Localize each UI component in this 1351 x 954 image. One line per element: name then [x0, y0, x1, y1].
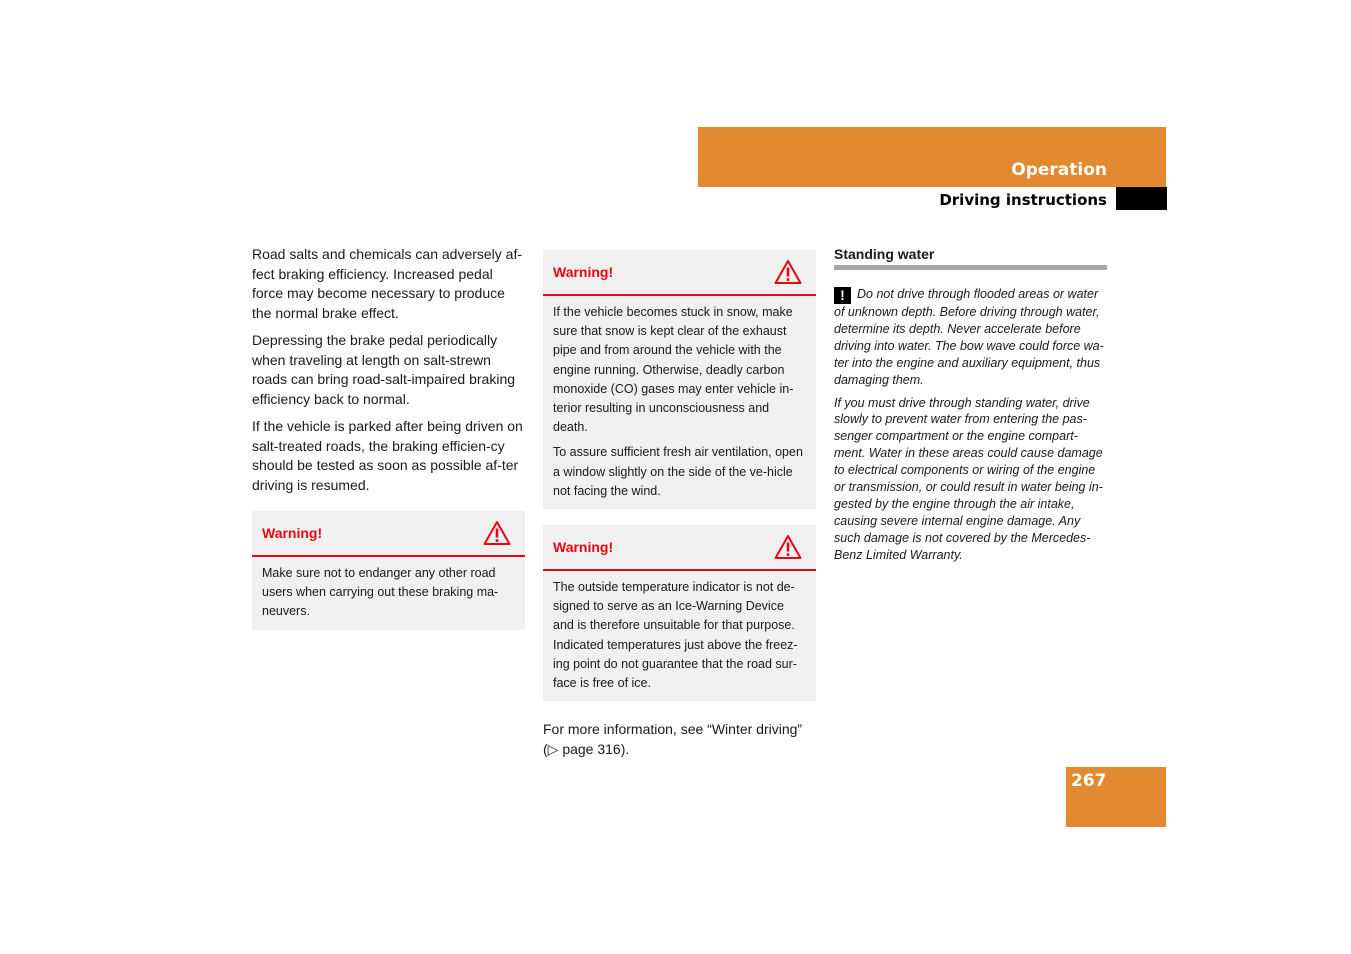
- cross-reference-text: For more information, see “Winter driving” (▷ page 316).: [543, 721, 803, 758]
- paragraph: Road salts and chemicals can adversely af-fect braking efficiency. Increased pedal force may become necessary to produce the normal brake effect.: [252, 246, 523, 321]
- exclamation-icon: !: [834, 287, 851, 304]
- warning-triangle-icon: [774, 534, 802, 560]
- warning-body: [543, 296, 816, 509]
- warning-header: [543, 250, 816, 296]
- warning-header: [543, 525, 816, 571]
- note-text: Do not drive through flooded areas or water of unknown depth. Before driving through water, determine its depth. Never accelerate before driving into water. The bow wave could force wa-ter into the engine and auxiliary equipment, thus damaging them.: [834, 287, 1104, 387]
- column-1: [252, 245, 525, 630]
- paragraph: Depressing the brake pedal periodically when traveling at length on salt-strewn roads can bring road-salt-impaired braking efficiency back to normal.: [252, 332, 516, 407]
- warning-label: Warning!: [553, 539, 614, 556]
- warning-box: [543, 525, 816, 701]
- warning-triangle-icon: [774, 259, 802, 285]
- page-number-box: [1066, 767, 1166, 827]
- warning-text: If the vehicle becomes stuck in snow, make sure that snow is kept clear of the exhaust pipe and from around the vehicle with the engine running. Otherwise, deadly carbon monoxide (CO) gases may enter vehicle in-terior resulting in unconsciousness and death.: [553, 305, 794, 435]
- warning-label: Warning!: [262, 525, 323, 541]
- warning-box: [543, 250, 816, 509]
- section-title: Operation: [1011, 160, 1107, 180]
- warning-text: Make sure not to endanger any other road users when carrying out these braking ma-neuvers.: [262, 566, 499, 619]
- note-paragraph: If you must drive through standing water, drive slowly to prevent water from entering the pas-senger compartment or the engine compart-ment. Water in these areas could cause damage to electrical components or wiring of the engine or transmission, or could result in water being in-gested by the engine through the air intake, causing severe internal engine damage. Any such damage is not covered by the Mercedes-Benz Limited Warranty.: [834, 395, 1103, 562]
- paragraph: If the vehicle is parked after being driven on salt-treated roads, the braking efficien-cy should be tested as soon as possible af-ter driving is resumed.: [252, 418, 523, 493]
- warning-header: [252, 511, 525, 557]
- subsection-title: Driving instructions: [939, 191, 1107, 209]
- note-paragraph: [834, 286, 1107, 389]
- warning-label: Warning!: [553, 264, 614, 280]
- warning-body: [543, 571, 816, 701]
- page-number: 267: [1071, 771, 1107, 791]
- warning-text: To assure sufficient fresh air ventilation, open a window slightly on the side of the ve-hicle not facing the wind.: [553, 445, 803, 498]
- warning-triangle-icon: [483, 520, 511, 546]
- warning-text: The outside temperature indicator is not de-signed to serve as an Ice-Warning Device and is therefore unsuitable for that purpose. Indicated temperatures just above the freez-ing point do not guarantee that the road sur-face is free of ice.: [553, 580, 798, 691]
- warning-box: [252, 511, 525, 630]
- note-block: [834, 286, 1107, 564]
- section-heading: Standing water: [834, 245, 1107, 270]
- warning-body: [252, 557, 525, 630]
- column-3: [834, 245, 1107, 570]
- column-2: [543, 245, 816, 759]
- chapter-tab-marker: [1116, 187, 1167, 210]
